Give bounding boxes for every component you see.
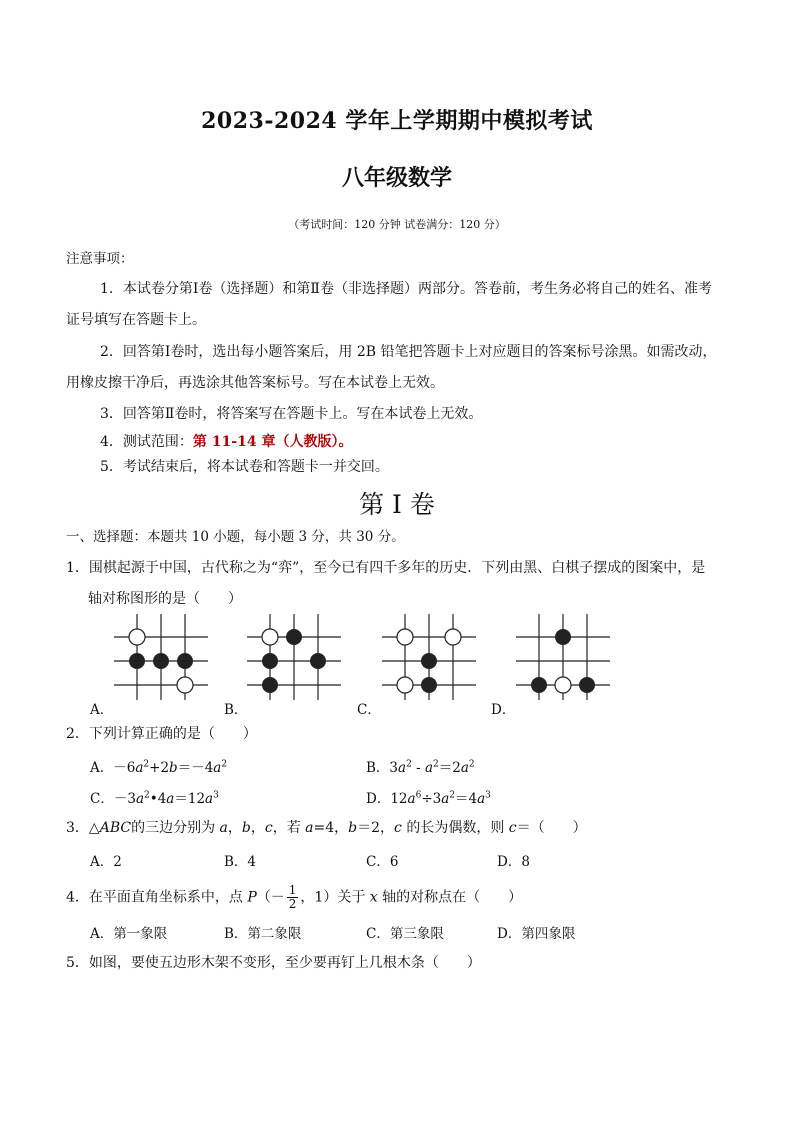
question-4-option-b: B．第二象限 bbox=[224, 926, 302, 942]
question-3-stem: 3．△ABC的三边分别为 a，b，c，若 a=4，b＝2，c 的长为偶数，则 c＝（ ） bbox=[66, 820, 587, 836]
question-3-option-a: A．2 bbox=[90, 854, 122, 870]
exam-info: （考试时间：120 分钟 试卷满分：120 分） bbox=[288, 218, 506, 231]
white-stone bbox=[129, 629, 145, 645]
question-2-stem: 2．下列计算正确的是（ ） bbox=[66, 726, 257, 742]
question-4-option-c: C．第三象限 bbox=[366, 926, 444, 942]
question-1-stem-line1: 1．围棋起源于中国，古代称之为“弈”，至今已有四千多年的历史．下列由黑、白棋子摆成的图案中，是 bbox=[66, 560, 706, 576]
question-4-option-a: A．第一象限 bbox=[90, 926, 168, 942]
question-5-stem: 5．如图，要使五边形木架不变形，至少要再钉上几根木条（ ） bbox=[66, 955, 481, 971]
test-range: 第 11-14 章（人教版） bbox=[192, 434, 339, 450]
notice-item-2-line1: 2．回答第Ⅰ卷时，选出每小题答案后，用 2B 铅笔把答题卡上对应题目的答案标号涂黑。如需改动， bbox=[100, 344, 717, 360]
black-stone bbox=[310, 653, 326, 669]
black-stone bbox=[421, 653, 437, 669]
go-board-option-b bbox=[245, 612, 345, 704]
black-stone bbox=[579, 677, 595, 693]
white-stone bbox=[397, 677, 413, 693]
question-1-stem-line2: 轴对称图形的是（ ） bbox=[88, 591, 242, 607]
question-3-option-b: B．4 bbox=[224, 854, 257, 870]
option-a-label: A． bbox=[90, 702, 114, 718]
black-stone bbox=[129, 653, 145, 669]
go-board-option-a bbox=[112, 612, 212, 704]
go-board-option-c bbox=[380, 612, 480, 704]
section-heading: 一、选择题：本题共 10 小题，每小题 3 分，共 30 分。 bbox=[66, 529, 405, 545]
black-stone bbox=[153, 653, 169, 669]
notice-heading: 注意事项： bbox=[66, 251, 134, 267]
notice-item-2-line2: 用橡皮擦干净后，再选涂其他答案标号。写在本试卷上无效。 bbox=[66, 375, 444, 391]
notice-item-1-line1: 1．本试卷分第Ⅰ卷（选择题）和第Ⅱ卷（非选择题）两部分。答卷前，考生务必将自己的姓名、准考 bbox=[100, 281, 712, 297]
question-4-option-d: D．第四象限 bbox=[497, 926, 576, 942]
notice-item-3: 3．回答第Ⅱ卷时，将答案写在答题卡上。写在本试卷上无效。 bbox=[100, 406, 483, 422]
go-board-option-d bbox=[514, 612, 614, 704]
white-stone bbox=[262, 629, 278, 645]
page-subtitle: 八年级数学 bbox=[341, 165, 452, 191]
black-stone bbox=[531, 677, 547, 693]
notice-item-4: 4．测试范围：第 11-14 章（人教版）。 bbox=[100, 434, 353, 450]
black-stone bbox=[555, 629, 571, 645]
option-b-label: B． bbox=[224, 702, 248, 718]
fraction: $\frac{1}{2}$ bbox=[288, 883, 297, 911]
white-stone bbox=[397, 629, 413, 645]
question-4-stem: 4．在平面直角坐标系中，点 P（－ $\frac{1}{2}$ ，1）关于 x 轴的对称点在（ ） bbox=[66, 883, 523, 911]
notice-item-5: 5．考试结束后，将本试卷和答题卡一并交回。 bbox=[100, 459, 389, 475]
volume-title: 第 I 卷 bbox=[359, 490, 435, 519]
question-2-option-c: C．$-3a^2•4a=12a^3$ bbox=[90, 790, 219, 807]
black-stone bbox=[177, 653, 193, 669]
option-d-label: D． bbox=[491, 702, 516, 718]
white-stone bbox=[177, 677, 193, 693]
question-3-option-d: D．8 bbox=[497, 854, 530, 870]
black-stone bbox=[421, 677, 437, 693]
option-c-label: C． bbox=[357, 702, 381, 718]
page-title: 2023-2024 学年上学期期中模拟考试 bbox=[201, 108, 593, 134]
black-stone bbox=[262, 677, 278, 693]
black-stone bbox=[286, 629, 302, 645]
question-2-option-a: A．$-6a^2+2b=-4a^2$ bbox=[90, 759, 228, 776]
white-stone bbox=[555, 677, 571, 693]
black-stone bbox=[262, 653, 278, 669]
question-2-option-b: B．$3a^2 - a^2=2a^2$ bbox=[366, 759, 475, 776]
white-stone bbox=[445, 629, 461, 645]
question-2-option-d: D．$12a^6\div 3a^2=4a^3$ bbox=[366, 790, 491, 807]
question-3-option-c: C．6 bbox=[366, 854, 399, 870]
notice-item-1-line2: 证号填写在答题卡上。 bbox=[66, 312, 206, 328]
